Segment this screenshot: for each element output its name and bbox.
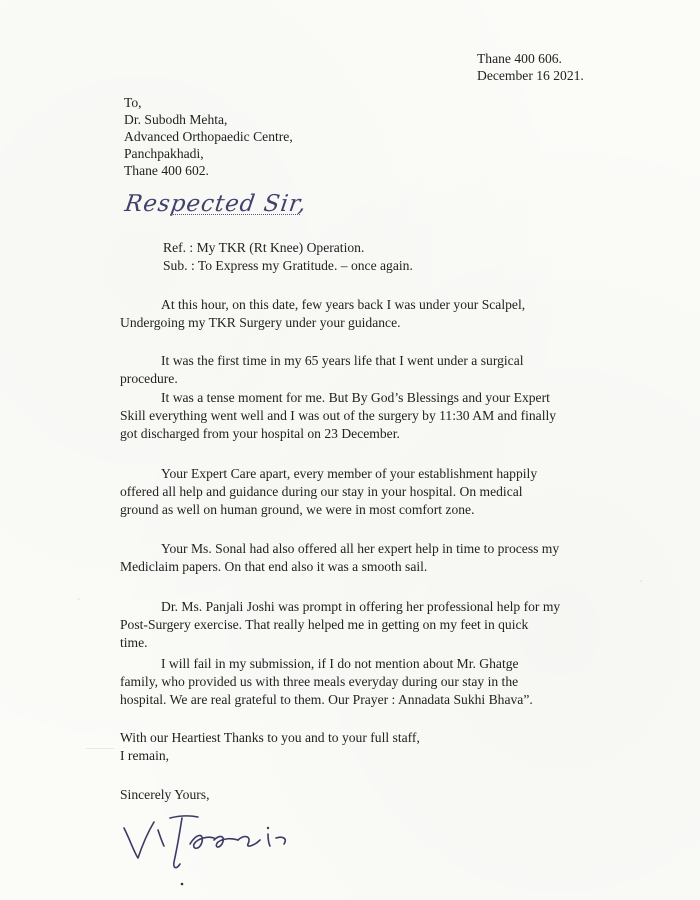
handwritten-signature — [118, 800, 318, 890]
handwritten-salutation: Respected Sir, — [123, 191, 309, 217]
paragraph-5-line-1: Your Ms. Sonal had also offered all her expert help in time to process my — [161, 541, 560, 556]
paragraph-1-line-2: Undergoing my TKR Surgery under your guidance. — [120, 315, 401, 330]
reference-line: Ref. : My TKR (Rt Knee) Operation. — [163, 240, 365, 255]
recipient-city-pin: Thane 400 602. — [124, 163, 209, 178]
paragraph-5-line-2: Mediclaim papers. On that end also it was a smooth sail. — [120, 559, 428, 574]
paragraph-3-line-1: It was a tense moment for me. But By God’s Blessings and your Expert — [161, 390, 550, 405]
sender-city-pin: Thane 400 606. — [477, 51, 562, 66]
salutation-dotted-underline — [170, 214, 300, 216]
scan-line — [86, 748, 114, 749]
paragraph-2-line-1: It was the first time in my 65 years life that I went under a surgical — [161, 353, 524, 368]
scan-speck — [640, 580, 642, 582]
recipient-org: Advanced Orthopaedic Centre, — [124, 129, 293, 144]
paragraph-6-line-3: time. — [120, 635, 148, 650]
paragraph-3-line-2: Skill everything went well and I was out of the surgery by 11:30 AM and finally — [120, 408, 557, 423]
paragraph-4-line-1: Your Expert Care apart, every member of your establishment happily — [161, 466, 538, 481]
letter-date: December 16 2021. — [477, 68, 584, 83]
paragraph-7-line-3: hospital. We are real grateful to them. Our Prayer : Annadata Sukhi Bhava”. — [120, 692, 533, 707]
recipient-name: Dr. Subodh Mehta, — [124, 112, 228, 127]
paragraph-6-line-2: Post-Surgery exercise. That really helped me in getting on my feet in quick — [120, 617, 529, 632]
paragraph-7-line-2: family, who provided us with three meals everyday during our stay in the — [120, 674, 519, 689]
paragraph-6-line-1: Dr. Ms. Panjali Joshi was prompt in offering her professional help for my — [161, 599, 561, 614]
recipient-area: Panchpakhadi, — [124, 146, 204, 161]
paragraph-7-line-1: I will fail in my submission, if I do not mention about Mr. Ghatge — [161, 656, 519, 671]
recipient-to: To, — [124, 95, 142, 110]
paragraph-1-line-1: At this hour, on this date, few years back I was under your Scalpel, — [161, 297, 526, 312]
closing-remain: I remain, — [120, 748, 170, 763]
paragraph-3-line-3: got discharged from your hospital on 23 December. — [120, 426, 400, 441]
closing-sincerely: Sincerely Yours, — [120, 787, 210, 802]
subject-line: Sub. : To Express my Gratitude. – once again. — [163, 258, 413, 273]
closing-thanks: With our Heartiest Thanks to you and to your full staff, — [120, 730, 420, 745]
scan-speck — [78, 598, 80, 600]
paragraph-2-line-2: procedure. — [120, 371, 178, 386]
paragraph-4-line-2: offered all help and guidance during our stay in your hospital. On medical — [120, 484, 523, 499]
paragraph-4-line-3: ground as well on human ground, we were in most comfort zone. — [120, 502, 475, 517]
